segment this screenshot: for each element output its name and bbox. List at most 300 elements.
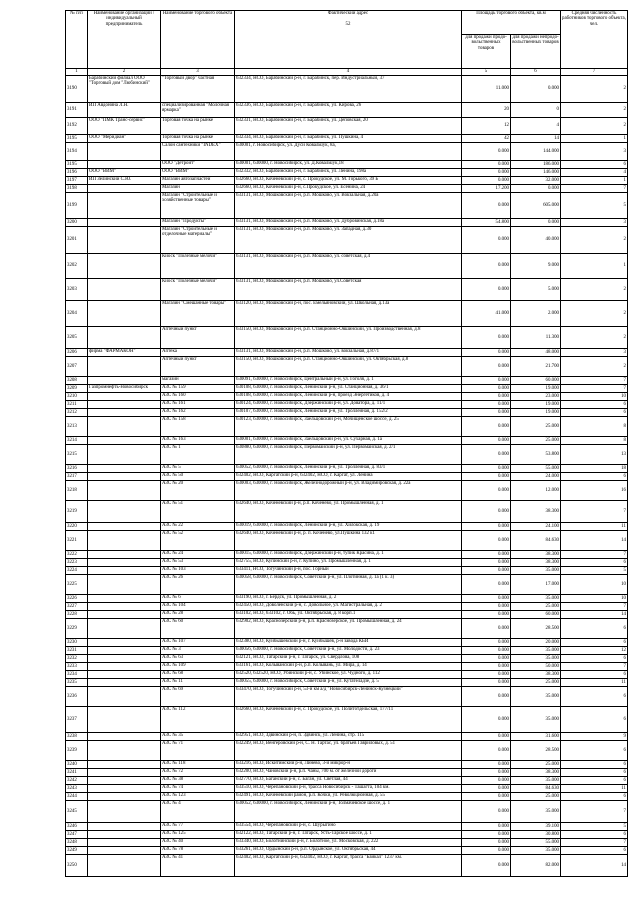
row-staff: 2	[561, 118, 628, 135]
row-staff: 11	[561, 785, 628, 793]
row-staff: 12	[561, 647, 628, 655]
row-number: 3233	[66, 663, 88, 671]
row-area-food: 0.000	[462, 177, 511, 185]
row-address: 632660, НСО, Коченевский р-н, с.Прокудское, ул. Есенина, 24	[235, 185, 462, 193]
row-number: 3194	[66, 143, 88, 161]
row-staff: 6	[561, 847, 628, 855]
row-address: 632334, НСО, Барабинский р-н, г. Барабинск, пер. Индустриальный, 37	[235, 76, 462, 103]
row-area-food: 0.000	[462, 603, 511, 611]
row-staff: 3	[561, 349, 628, 357]
row-area-nonfood: 25.000	[511, 603, 561, 611]
row-number: 3245	[66, 801, 88, 823]
row-area-nonfood: 35.000	[511, 801, 561, 823]
row-object-name: АЗС № 50	[161, 473, 235, 481]
row-object-name: АЗС № 107	[161, 639, 235, 647]
row-address: 630880, 630000, г. Новосибирск, Первомайский р-н, ул. Первомайская, д. 2/1	[235, 445, 462, 465]
row-area-nonfood: 11.300	[511, 327, 561, 349]
table-row	[66, 227, 628, 254]
row-address: 630019, 630000, г. Новосибирск, Ленинский р-н, ул. Хилокская, д. 19	[235, 523, 462, 531]
row-area-food: 0.000	[462, 161, 511, 169]
row-organization: Газпромнефть-Новосибирск	[88, 385, 161, 393]
row-area-food: 0.000	[462, 847, 511, 855]
table-row	[66, 801, 628, 823]
row-staff: 7	[561, 551, 628, 559]
row-address: 633411, НСО, Тогучинский р-н, пос. Горный	[235, 567, 462, 575]
row-staff: 5	[561, 567, 628, 575]
row-area-food: 0.000	[462, 169, 511, 177]
row-number: 3210	[66, 393, 88, 401]
row-area-nonfood: 40.000	[511, 227, 561, 254]
table-row	[66, 327, 628, 349]
row-address: 632402, НСО, Каргатский р-н, 632402, НСО, г. Каргат, ул. Ленина	[235, 473, 462, 481]
row-area-food: 0.000	[462, 647, 511, 655]
row-area-nonfood: 55.000	[511, 465, 561, 473]
row-address: 633510, НСО, Черепановский р-н, трасса Новосибирск - Ташагта, 104 км.	[235, 785, 462, 793]
row-area-nonfood: 0.000	[511, 185, 561, 193]
row-staff: 6	[561, 655, 628, 663]
row-area-nonfood: 25.000	[511, 761, 561, 769]
row-object-name: АЗС № 22	[161, 523, 235, 531]
row-address: 633131, НСО, Мошковский р-н, р.п. Мошково, ул. Дубровинская, д.18а	[235, 219, 462, 227]
row-organization	[88, 619, 161, 639]
row-address: 632660, НСО, Коченевский р-н, с. Прокудское, ул. М. Горького, 39 Б	[235, 177, 462, 185]
table-row	[66, 254, 628, 279]
row-address: 632640, НСО, Коченевский р-н, р. п. Коченево, ул.Пушкина 132 к1	[235, 531, 462, 551]
row-staff: 16	[561, 481, 628, 501]
row-area-nonfood: 35.000	[511, 655, 561, 663]
row-address: 633102, НСО, 633102, г. Обь, ул. Октябрьская, д. 8 корп.1	[235, 611, 462, 619]
row-number: 3217	[66, 473, 88, 481]
row-staff: 5	[561, 193, 628, 219]
table-row	[66, 761, 628, 769]
row-area-nonfood: 38.300	[511, 551, 561, 559]
row-object-name: АЗС № 40	[161, 839, 235, 847]
row-area-nonfood: 84.630	[511, 785, 561, 793]
table-row	[66, 417, 628, 437]
row-organization	[88, 193, 161, 219]
row-object-name: АЗС № 52	[161, 531, 235, 551]
row-number: 3195	[66, 135, 88, 143]
row-staff: 6	[561, 473, 628, 481]
row-staff: 8	[561, 437, 628, 445]
row-staff: 2	[561, 301, 628, 327]
row-organization	[88, 531, 161, 551]
row-staff: 18	[561, 465, 628, 473]
index-cell: 6	[511, 69, 561, 76]
table-row	[66, 357, 628, 377]
table-row	[66, 531, 628, 551]
row-staff: 6	[561, 687, 628, 707]
row-object-name: АЗС № 77	[161, 823, 235, 831]
header-area: Площадь торгового объекта, кв.м	[462, 11, 561, 35]
table-row	[66, 707, 628, 733]
row-address: 630052, 630000, г. Новосибирск, Ленинский р-н, Толмачевское шоссе, д. 1	[235, 801, 462, 823]
row-area-food: 20	[462, 103, 511, 118]
row-organization	[88, 663, 161, 671]
row-staff: 6	[561, 831, 628, 839]
row-area-food: 0.000	[462, 619, 511, 639]
row-organization	[88, 707, 161, 733]
row-area-nonfood: 144.000	[511, 143, 561, 161]
row-area-food: 0.000	[462, 831, 511, 839]
row-organization	[88, 793, 161, 801]
table-row	[66, 647, 628, 655]
row-object-name: Киоск "Полезные мелочи"	[161, 254, 235, 279]
row-area-food: 0.000	[462, 793, 511, 801]
row-address: 630001, г. Новосибирск, ул. Дуси Ковальчук, 8а,	[235, 143, 462, 161]
index-cell: 5	[462, 69, 511, 76]
table-row	[66, 769, 628, 777]
row-area-food: 0.000	[462, 687, 511, 707]
row-area-nonfood: 605.000	[511, 193, 561, 219]
header-number: № п/п	[66, 11, 88, 69]
row-number: 3209	[66, 385, 88, 393]
row-area-nonfood: 9.000	[511, 254, 561, 279]
row-area-food: 0.000	[462, 481, 511, 501]
row-area-nonfood: 55.000	[511, 839, 561, 847]
row-address: 630055, 630000, г. Новосибирск, Советский р-н, ул. Кутателадзе, д. 5	[235, 679, 462, 687]
header-address-sub: 52	[345, 21, 351, 27]
row-number: 3244	[66, 793, 88, 801]
row-object-name: АЗС № 112	[161, 707, 235, 733]
row-object-name: АЗС № 6	[161, 595, 235, 603]
row-area-food: 0.000	[462, 393, 511, 401]
row-organization	[88, 575, 161, 595]
row-number: 3218	[66, 481, 88, 501]
row-address: 632770, НСО, Баганский р-н, с. Баган, ул. Светлая, 44	[235, 777, 462, 785]
header-address	[235, 11, 462, 69]
table-row	[66, 655, 628, 663]
row-organization	[88, 523, 161, 531]
row-organization	[88, 801, 161, 823]
row-address: 630123, 630000, г. Новосибирск, Заельцовский р-н, Мочищенское шоссе, д. 25	[235, 417, 462, 437]
row-area-nonfood: 19.000	[511, 401, 561, 409]
row-object-name: АЗС № 1	[161, 445, 235, 465]
row-object-name: Магазин	[161, 185, 235, 193]
row-organization	[88, 551, 161, 559]
row-number: 3223	[66, 559, 88, 567]
row-area-nonfood: 35.000	[511, 595, 561, 603]
row-object-name: Магазин "Строительные и отделочные материалы"	[161, 227, 235, 254]
row-address: 632331, НСО, Барабинский р-н, г. Барабинск, ул. Деповская, 20	[235, 118, 462, 135]
row-area-nonfood: 25.000	[511, 679, 561, 687]
table-row	[66, 219, 628, 227]
row-number: 3220	[66, 523, 88, 531]
row-number: 3206	[66, 349, 88, 357]
row-area-food: 0.000	[462, 417, 511, 437]
row-object-name: АЗС № 11	[161, 679, 235, 687]
row-object-name: АЗС № 78	[161, 847, 235, 855]
row-staff: 2	[561, 357, 628, 377]
table-row	[66, 437, 628, 445]
row-object-name: Аптечный пункт	[161, 327, 235, 349]
row-organization	[88, 559, 161, 567]
row-organization	[88, 785, 161, 793]
row-object-name: Аптечный пункт	[161, 357, 235, 377]
row-object-name: АЗС № 3	[161, 647, 235, 655]
row-object-name: АЗС № 4	[161, 801, 235, 823]
row-staff: 5	[561, 823, 628, 831]
row-area-food: 0.000	[462, 707, 511, 733]
row-staff: 6	[561, 639, 628, 647]
table-row	[66, 465, 628, 473]
row-address: 632520, 632520, НСО, Убинский р-н, с. Убинское, ул. Чудного, д. 112	[235, 671, 462, 679]
header-area-food: для продажи продо-вольственных товаров	[462, 35, 511, 69]
row-organization: Барабинский филиал ООО "Торговый дом "Любинский"	[88, 76, 161, 103]
row-staff: 1	[561, 177, 628, 185]
row-object-name: АЗС № 5	[161, 465, 235, 473]
table-row	[66, 401, 628, 409]
row-organization	[88, 227, 161, 254]
row-address: 632249, НСО, Венгеровский р-н, С. Н. Тартас, ул. братьев Гавриловых, д. 51	[235, 741, 462, 761]
table-row	[66, 595, 628, 603]
table-row	[66, 639, 628, 647]
row-number: 3240	[66, 761, 88, 769]
row-staff: 9	[561, 733, 628, 741]
row-number: 3225	[66, 575, 88, 595]
row-area-food: 41.000	[462, 301, 511, 327]
row-number: 3207	[66, 357, 88, 377]
row-area-food: 42	[462, 135, 511, 143]
row-staff: 7	[561, 663, 628, 671]
row-organization	[88, 481, 161, 501]
row-object-name: АЗС № 24	[161, 551, 235, 559]
row-area-food: 0.000	[462, 655, 511, 663]
row-number: 3221	[66, 531, 88, 551]
row-area-food: 0.000	[462, 357, 511, 377]
header-organization: Наименование организации / индивидуальный предприниматель	[88, 11, 161, 69]
index-cell: 2	[88, 69, 161, 76]
row-number: 3195	[66, 161, 88, 169]
row-number: 3228	[66, 611, 88, 619]
row-address: 630091, 630000, г. Новосибирск, Центральный р-н, ул. Гоголя, д. 1	[235, 377, 462, 385]
row-number: 3200	[66, 219, 88, 227]
index-cell: 3	[161, 69, 235, 76]
row-organization	[88, 733, 161, 741]
row-staff: 7	[561, 839, 628, 847]
row-area-food: 0.000	[462, 437, 511, 445]
row-area-nonfood: 28.500	[511, 741, 561, 761]
row-object-name: АЗС № 160	[161, 393, 235, 401]
row-object-name: АЗС № 60	[161, 619, 235, 639]
row-organization	[88, 437, 161, 445]
row-object-name: АЗС № 69	[161, 687, 235, 707]
row-area-food: 0.000	[462, 611, 511, 619]
row-area-food: 0.000	[462, 671, 511, 679]
row-address: 630107, 630000, г. Новосибирск, Ленинский р-н, ул. Троллейная, д. 152/2	[235, 409, 462, 417]
row-organization	[88, 445, 161, 465]
row-staff: 6	[561, 793, 628, 801]
row-staff: 7	[561, 603, 628, 611]
table-row	[66, 409, 628, 417]
table-row	[66, 135, 628, 143]
table-row	[66, 393, 628, 401]
row-object-name: Магазин "Смешанные товары"	[161, 301, 235, 327]
table-row	[66, 377, 628, 385]
row-address: 630015, 630000, г. Новосибирск, Дзержинский р-н, тупик Красина, д. 1	[235, 551, 462, 559]
row-organization: ООО "ВИМ"	[88, 169, 161, 177]
row-area-food: 0.000	[462, 663, 511, 671]
row-address: 632902, НСО, Краснозерский р-н, р.п. Краснозерское, ул. Промышленная, д. 24	[235, 619, 462, 639]
row-area-food: 11.000	[462, 76, 511, 103]
index-cell: 4	[235, 69, 462, 76]
row-staff: 6	[561, 741, 628, 761]
row-area-food: 0.000	[462, 559, 511, 567]
row-object-name: АЗС № 63	[161, 655, 235, 663]
table-row	[66, 143, 628, 161]
row-area-nonfood: 53.800	[511, 445, 561, 465]
row-organization	[88, 161, 161, 169]
row-area-food: 0.000	[462, 385, 511, 393]
row-organization	[88, 855, 161, 877]
row-area-food: 0.000	[462, 445, 511, 465]
row-object-name: АЗС № 51	[161, 501, 235, 523]
row-number: 3231	[66, 647, 88, 655]
row-address: 633150, НСО, Мошковский р-н, р.п. Станционно-Ояшинский, ул. Октябрьская, д.8	[235, 357, 462, 377]
row-organization: фирма "ФАРМАКОН"	[88, 349, 161, 357]
row-staff: 6	[561, 619, 628, 639]
row-object-name: АЗС № 74	[161, 785, 235, 793]
index-cell: 7	[561, 69, 628, 76]
row-object-name: ООО "ВИМ"	[161, 169, 235, 177]
row-organization	[88, 185, 161, 193]
row-staff: 1	[561, 254, 628, 279]
row-area-nonfood: 38.300	[511, 671, 561, 679]
row-staff: 13	[561, 445, 628, 465]
row-number: 3242	[66, 777, 88, 785]
row-staff: 7	[561, 185, 628, 193]
row-area-nonfood: 31.600	[511, 733, 561, 741]
row-object-name: АЗС № 103	[161, 567, 235, 575]
row-area-nonfood: 0	[511, 103, 561, 118]
row-address: 630001, 630000, г. Новосибирск, ул. Д.Ковальчук,18	[235, 161, 462, 169]
row-area-food: 0.000	[462, 193, 511, 219]
row-address: 632450, НСО, Доволенский р-н, с. Довольное, ул. Магистральная, д. 2	[235, 603, 462, 611]
row-staff: 3	[561, 219, 628, 227]
row-area-food: 0.000	[462, 823, 511, 831]
table-row	[66, 567, 628, 575]
row-organization: ООО "ПМК Транс-сервис"	[88, 118, 161, 135]
table-row	[66, 663, 628, 671]
row-number: 3205	[66, 327, 88, 349]
row-object-name: "Торговый двор" частная	[161, 76, 235, 103]
table-row	[66, 619, 628, 639]
row-number: 3212	[66, 409, 88, 417]
row-organization	[88, 639, 161, 647]
row-address: 633261, НСО, Ордынский р-н, р.п. Ордынское, ул. Октябрьская, 44	[235, 847, 462, 855]
row-area-nonfood: 48.000	[511, 349, 561, 357]
row-area-nonfood: 38.300	[511, 769, 561, 777]
row-organization	[88, 679, 161, 687]
row-number: 3249	[66, 847, 88, 855]
row-object-name: АЗС № 28	[161, 611, 235, 619]
row-object-name: АЗС № 68	[161, 671, 235, 679]
row-object-name: АЗС № 38	[161, 777, 235, 785]
row-address: 633190, НСО, г. Бердск, ул. Промышленная, д. 2	[235, 595, 462, 603]
row-number: 3190	[66, 76, 88, 103]
row-area-nonfood: 20.000	[511, 639, 561, 647]
row-address: 630052, 630000, г. Новосибирск, Ленинский р-н, ул. Троллейная, д. 83/1	[235, 465, 462, 473]
row-address: 630003, 630000, г. Новосибирск, Железнодорожный р-н, ул. Владимировская, д. 22а	[235, 481, 462, 501]
row-number: 3227	[66, 603, 88, 611]
row-area-food: 0.000	[462, 567, 511, 575]
row-address: 632332, НСО, Барабинский р-н, г. Барабинск, ул. Ленина, 198а	[235, 169, 462, 177]
row-area-nonfood: 21.700	[511, 357, 561, 377]
row-area-nonfood: 28.500	[511, 619, 561, 639]
row-number: 3208	[66, 377, 88, 385]
row-number: 3203	[66, 279, 88, 301]
row-object-name: АЗС № 26	[161, 575, 235, 595]
row-object-name: АЗС № 162	[161, 409, 235, 417]
row-area-nonfood: 84.630	[511, 531, 561, 551]
row-number: 3234	[66, 671, 88, 679]
row-staff: 3	[561, 143, 628, 161]
row-area-nonfood: 23.000	[511, 393, 561, 401]
row-staff: 14	[561, 611, 628, 619]
row-address: 633131, НСО, Мошковский р-н, р.п. Мошково, ул. Западная, д.30	[235, 227, 462, 254]
row-organization: ИП Авдонина Л.Н.	[88, 103, 161, 118]
row-address: 632380, НСО, Куйбышевский р-н, г. Куйбышев, р-н завода КБИ	[235, 639, 462, 647]
row-object-name: Аптека	[161, 349, 235, 357]
row-staff: 2	[561, 279, 628, 301]
row-address: 632640, НСО, Коченевский р-н, р.п. Коченево, ул. Промышленная, д. 1	[235, 501, 462, 523]
row-area-food: 0.000	[462, 741, 511, 761]
row-object-name: специализированная "Молочная ярмарка"	[161, 103, 235, 118]
row-area-nonfood: 25.000	[511, 437, 561, 445]
table-row	[66, 611, 628, 619]
row-staff: 6	[561, 409, 628, 417]
row-object-name: АЗС № 53	[161, 559, 235, 567]
row-organization	[88, 254, 161, 279]
row-organization	[88, 327, 161, 349]
row-number: 3215	[66, 445, 88, 465]
table-row	[66, 847, 628, 855]
row-staff: 14	[561, 531, 628, 551]
row-address: 630108, 630000, г. Новосибирск, Ленинский р-н, ул. Станционная, д. 36/1	[235, 385, 462, 393]
row-object-name: Магазин "Строительные и хозяйственные товары"	[161, 193, 235, 219]
row-area-food: 0.000	[462, 801, 511, 823]
table-row	[66, 777, 628, 785]
row-organization	[88, 655, 161, 663]
row-object-name: АЗС № 104	[161, 603, 235, 611]
row-organization	[88, 417, 161, 437]
row-area-nonfood: 38.300	[511, 559, 561, 567]
row-number: 3196	[66, 169, 88, 177]
table-row	[66, 445, 628, 465]
row-number: 3202	[66, 254, 88, 279]
row-area-food: 0.000	[462, 595, 511, 603]
row-area-nonfood: 35.000	[511, 647, 561, 655]
row-address: 632336, НСО, Барабинский р-н, г. Барабинск, ул. Кирова, 26	[235, 103, 462, 118]
row-number: 3216	[66, 465, 88, 473]
table-row	[66, 103, 628, 118]
row-staff: 6	[561, 161, 628, 169]
row-area-nonfood: 35.000	[511, 567, 561, 575]
row-address: 630058, 630000, г. Новосибирск, Советский р-н, ул. Плотинная, д. 1а (1 к. 3)	[235, 575, 462, 595]
row-staff: 6	[561, 761, 628, 769]
row-organization	[88, 671, 161, 679]
table-row	[66, 793, 628, 801]
row-organization	[88, 769, 161, 777]
row-area-nonfood: 19.000	[511, 385, 561, 393]
row-staff: 2	[561, 76, 628, 103]
row-area-nonfood: 35.000	[511, 687, 561, 707]
row-area-nonfood: 19.000	[511, 409, 561, 417]
table-row	[66, 785, 628, 793]
row-area-food: 0.000	[462, 501, 511, 523]
row-area-nonfood: 0.000	[511, 76, 561, 103]
row-address: 633216, НСО, Искитимский р-н, Линево, 3-й микрор-н	[235, 761, 462, 769]
